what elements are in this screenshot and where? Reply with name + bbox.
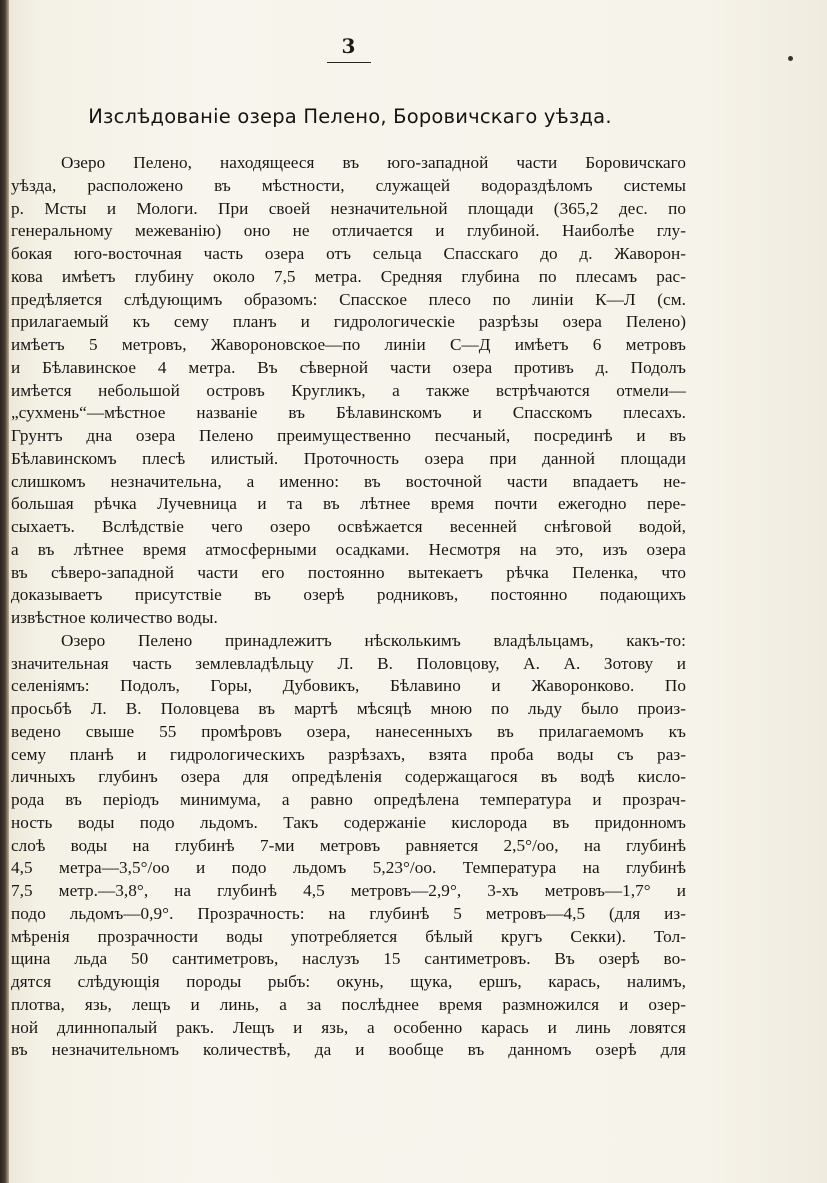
text-line: имѣетъ 5 метровъ, Жавороновское—по линіи С—Д имѣетъ 6 метровъ <box>11 335 686 354</box>
body-text <box>11 152 686 1062</box>
text-line: прилагаемый къ сему планъ и гидрологическіе разрѣзы озера Пелено) <box>11 312 686 332</box>
text-line: въ незначительномъ количествѣ, да и вообще въ данномъ озерѣ для <box>11 1040 686 1060</box>
paragraph-1 <box>11 152 686 630</box>
page-number: 3 <box>341 34 356 58</box>
text-line: дятся слѣдующія породы рыбъ: окунь, щука, ершъ, карась, налимъ, <box>11 972 686 991</box>
text-line: щина льда 50 сантиметровъ, наслузъ 15 сантиметровъ. Въ озерѣ во- <box>11 949 686 969</box>
text-line: бокая юго-восточная часть озера отъ сельца Спасскаго до д. Жаворон- <box>11 244 686 263</box>
text-line: Грунтъ дна озера Пелено преимущественно песчаный, посрединѣ и въ <box>11 426 686 445</box>
text-line: имѣется небольшой островъ Кругликъ, а также встрѣчаются отмели— <box>11 380 686 400</box>
text-line: плотва, язь, лещъ и линь, а за послѣднее время размножился и озер- <box>11 994 686 1014</box>
text-line: ность воды подо льдомъ. Такъ содержаніе кислорода въ придонномъ <box>11 812 686 832</box>
text-line: 7,5 метр.—3,8°, на глубинѣ 4,5 метровъ—2,9°, 3-хъ метровъ—1,7° и <box>11 881 686 900</box>
text-line: а въ лѣтнее время атмосферными осадками. Несмотря на это, изъ озера <box>11 539 686 559</box>
text-line: личныхъ глубинъ озера для опредѣленія содержащагося въ водѣ кисло- <box>11 767 686 787</box>
text-line: р. Мсты и Мологи. При своей незначительной площади (365,2 дес. по <box>11 198 686 218</box>
text-line: подо льдомъ—0,9°. Прозрачность: на глубинѣ 5 метровъ—4,5 (для из- <box>11 903 686 923</box>
book-binding-edge <box>0 0 9 1183</box>
text-line: рода въ періодъ минимума, а равно опредѣлена температура и прозрач- <box>11 790 686 809</box>
text-line: Озеро Пелено, находящееся въ юго-западной части Боровичскаго <box>61 153 686 172</box>
text-line: кова имѣетъ глубину около 7,5 метра. Средняя глубина по плесамъ рас- <box>11 266 686 286</box>
text-line: Бѣлавинскомъ плесѣ илистый. Проточность озера при данной площади <box>11 448 686 468</box>
text-line: въ сѣверо-западной части его постоянно вытекаетъ рѣчка Пеленка, что <box>11 562 686 582</box>
text-line: ведено свыше 55 промѣровъ озера, нанесенныхъ въ прилагаемомъ къ <box>11 721 686 741</box>
text-line: просьбѣ Л. В. Половцева въ мартѣ мѣсяцѣ мною по льду было произ- <box>11 699 686 718</box>
text-line: „сухмень“—мѣстное названіе въ Бѣлавинскомъ и Спасскомъ плесахъ. <box>11 403 686 423</box>
text-line: предѣляется слѣдующимъ образомъ: Спасское плесо по линіи К—Л (см. <box>11 289 686 309</box>
text-line: извѣстное количество воды. <box>11 608 218 627</box>
text-line: генеральному межеванію) оно не отличается и глубиной. Наиболѣе глу- <box>11 221 686 241</box>
text-line: сыхаетъ. Вслѣдствіе чего озеро освѣжается весенней снѣговой водой, <box>11 517 686 536</box>
text-line: ной длиннопалый ракъ. Лещъ и язь, а особенно карась и линь ловятся <box>11 1017 686 1037</box>
page-number-underline <box>327 62 371 63</box>
text-line: слишкомъ незначительна, а именно: въ восточной части впадаетъ не- <box>11 471 686 491</box>
text-line: большая рѣчка Лучевница и та въ лѣтнее время почти ежегодно пере- <box>11 494 686 514</box>
text-line: мѣренія прозрачности воды употребляется бѣлый кругъ Секки). Тол- <box>11 926 686 946</box>
text-line: слоѣ воды на глубинѣ 7-ми метровъ равняется 2,5°/оо, на глубинѣ <box>11 835 686 855</box>
text-line: сему планѣ и гидрологическихъ разрѣзахъ, взята проба воды съ раз- <box>11 744 686 764</box>
text-line: значительная часть землевладѣльцу Л. В. Половцову, А. А. Зотову и <box>11 653 686 673</box>
text-line: 4,5 метра—3,5°/оо и подо льдомъ 5,23°/оо. Температура на глубинѣ <box>11 858 686 878</box>
text-line: доказываетъ присутствіе въ озерѣ родниковъ, постоянно подающихъ <box>11 585 686 605</box>
text-line: Озеро Пелено принадлежитъ нѣсколькимъ владѣльцамъ, какъ-то: <box>61 630 686 650</box>
text-line: и Бѣлавинское 4 метра. Въ сѣверной части озера противъ д. Подолъ <box>11 357 686 377</box>
paragraph-2 <box>11 630 686 1062</box>
page-title: Изслѣдованіе озера Пелено, Боровичскаго уѣзда. <box>88 105 612 128</box>
text-line: селеніямъ: Подолъ, Горы, Дубовикъ, Бѣлавино и Жаворонково. По <box>11 676 686 696</box>
text-line: уѣзда, расположено въ мѣстности, служащей водораздѣломъ системы <box>11 175 686 195</box>
ink-speck <box>788 56 793 61</box>
